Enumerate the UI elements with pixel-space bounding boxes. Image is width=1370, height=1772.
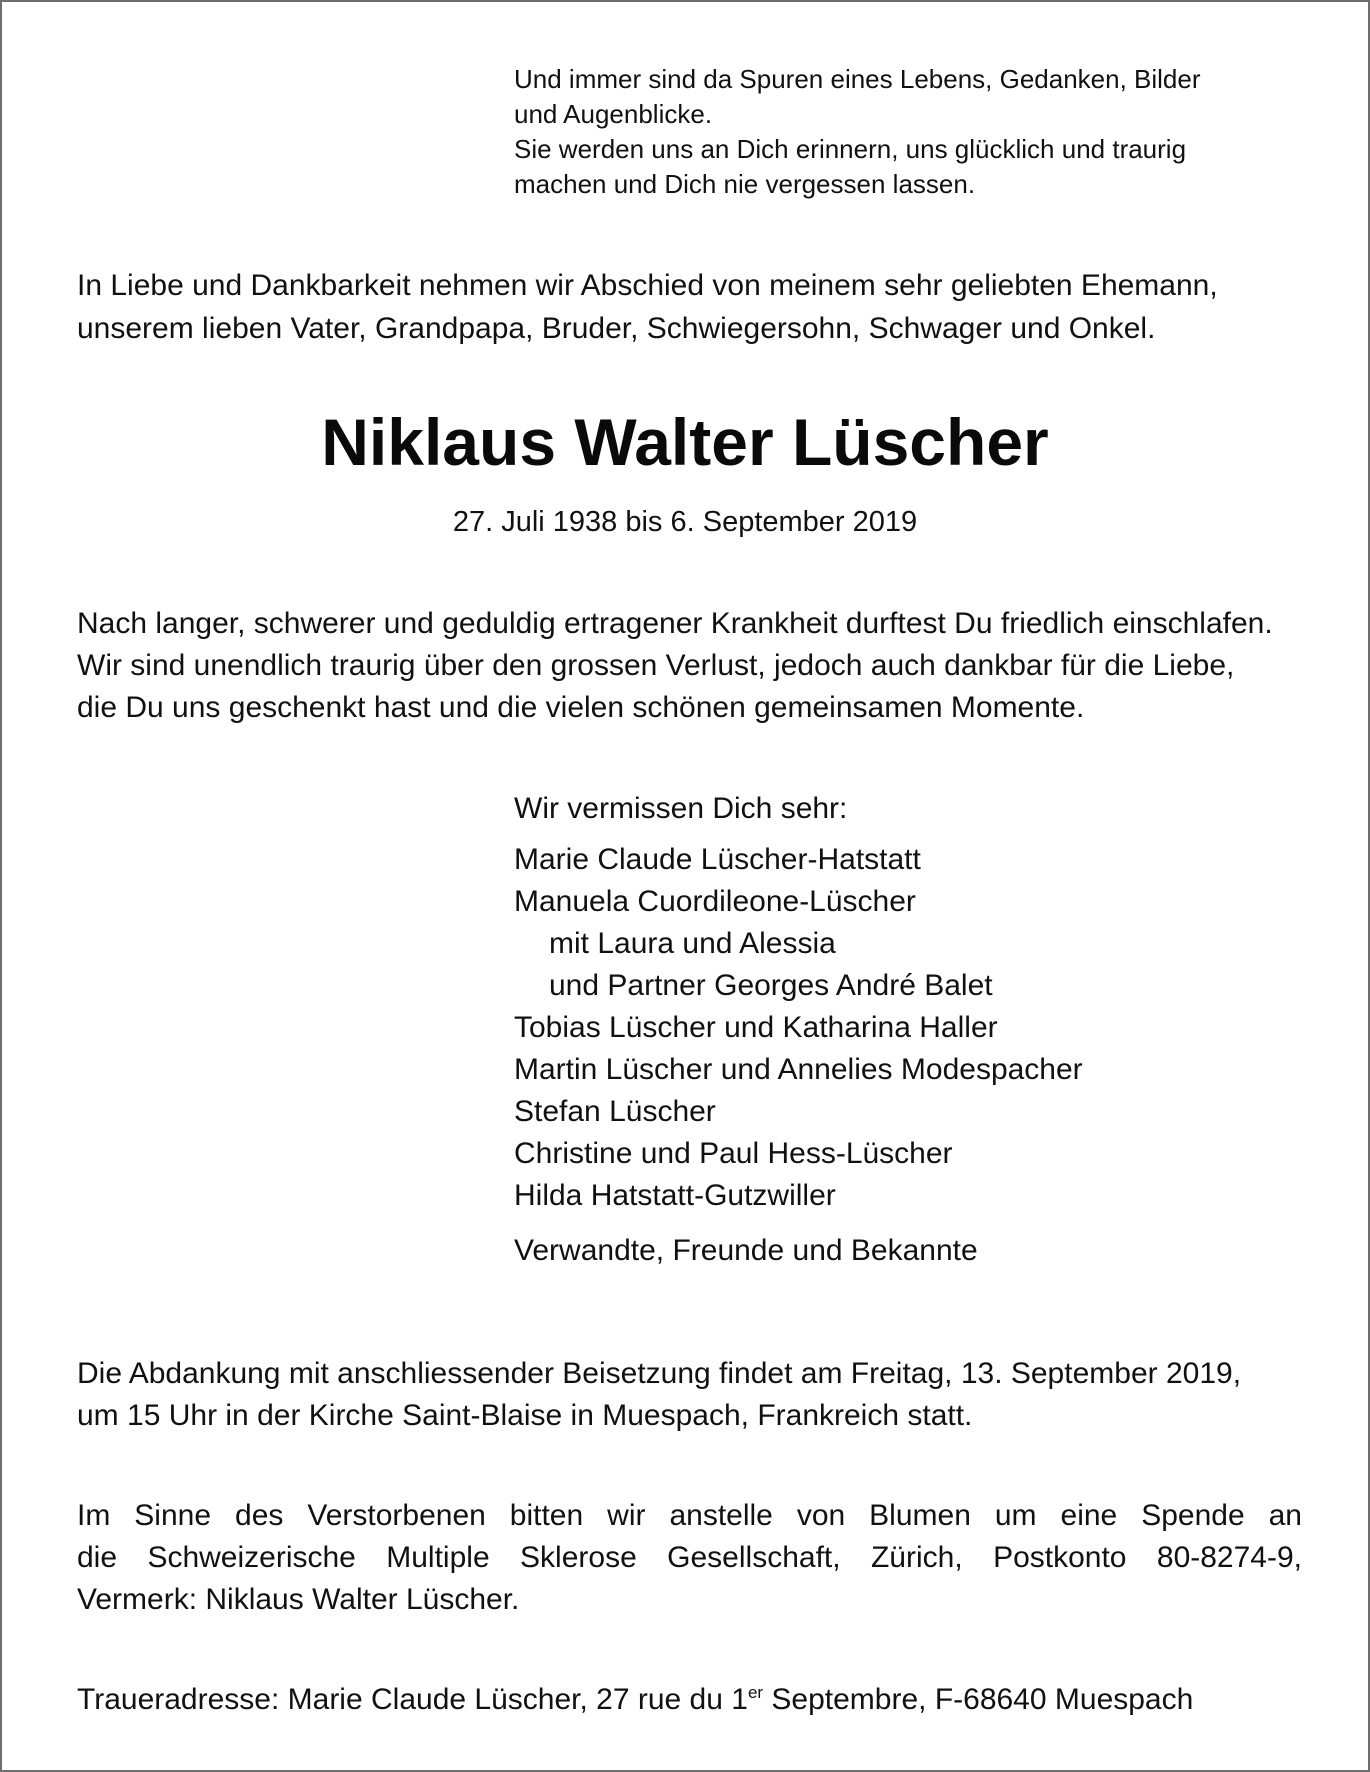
mourner-name: Stefan Lüscher (514, 1095, 716, 1128)
ceremony-line: um 15 Uhr in der Kirche Saint-Blaise in Muespach, Frankreich statt. (77, 1399, 973, 1432)
donation-line: die Schweizerische Multiple Sklerose Gesellschaft, Zürich, Postkonto 80-8274-9, (77, 1541, 1302, 1574)
mourner-name: und Partner Georges André Balet (549, 969, 993, 1002)
motto-line: Sie werden uns an Dich erinnern, uns glücklich und traurig (514, 134, 1187, 164)
donation-line: Vermerk: Niklaus Walter Lüscher. (77, 1583, 520, 1616)
motto-line: machen und Dich nie vergessen lassen. (514, 169, 976, 199)
passing-paragraph (77, 603, 1302, 729)
mourning-address (77, 1679, 1302, 1721)
mourner-name: Manuela Cuordileone-Lüscher (514, 885, 916, 918)
mourner-name: mit Laura und Alessia (549, 927, 836, 960)
donation-paragraph (77, 1495, 1302, 1621)
mourner-name: Hilda Hatstatt-Gutzwiller (514, 1179, 836, 1212)
passage-line: Nach langer, schwerer und geduldig ertragener Krankheit durftest Du friedlich einschlafen. (77, 607, 1273, 640)
motto-line: und Augenblicke. (514, 99, 713, 129)
ceremony-line: Die Abdankung mit anschliessender Beisetzung findet am Freitag, 13. September 2019, (77, 1357, 1242, 1390)
passage-line: die Du uns geschenkt hast und die vielen schönen gemeinsamen Momente. (77, 691, 1085, 724)
mourner-name: Marie Claude Lüscher-Hatstatt (514, 843, 921, 876)
passage-line: Wir sind unendlich traurig über den grossen Verlust, jedoch auch dankbar für die Liebe, (77, 649, 1235, 682)
ceremony-paragraph (77, 1353, 1302, 1437)
address-superscript: er (747, 1683, 764, 1702)
mourner-name: Christine und Paul Hess-Lüscher (514, 1137, 953, 1170)
mourner-name: Martin Lüscher und Annelies Modespacher (514, 1053, 1083, 1086)
deceased-name: Niklaus Walter Lüscher (321, 405, 1049, 479)
intro-line: In Liebe und Dankbarkeit nehmen wir Abschied von meinem sehr geliebten Ehemann, (77, 269, 1218, 302)
mourners-list (514, 788, 1274, 1272)
motto-verse (514, 62, 1274, 202)
donation-line: Im Sinne des Verstorbenen bitten wir anstelle von Blumen um eine Spende an (77, 1499, 1302, 1532)
life-dates: 27. Juli 1938 bis 6. September 2019 (452, 506, 918, 538)
mourners-closing: Verwandte, Freunde und Bekannte (514, 1234, 978, 1267)
mourner-name: Tobias Lüscher und Katharina Haller (514, 1011, 998, 1044)
motto-line: Und immer sind da Spuren eines Lebens, Gedanken, Bilder (514, 64, 1201, 94)
address-prefix: Traueradresse: Marie Claude Lüscher, 27 rue du 1 (77, 1683, 748, 1716)
intro-line: unserem lieben Vater, Grandpapa, Bruder, Schwiegersohn, Schwager und Onkel. (77, 312, 1156, 345)
intro-paragraph (77, 264, 1302, 350)
address-suffix: Septembre, F-68640 Muespach (763, 1683, 1194, 1716)
mourners-heading: Wir vermissen Dich sehr: (514, 792, 848, 825)
